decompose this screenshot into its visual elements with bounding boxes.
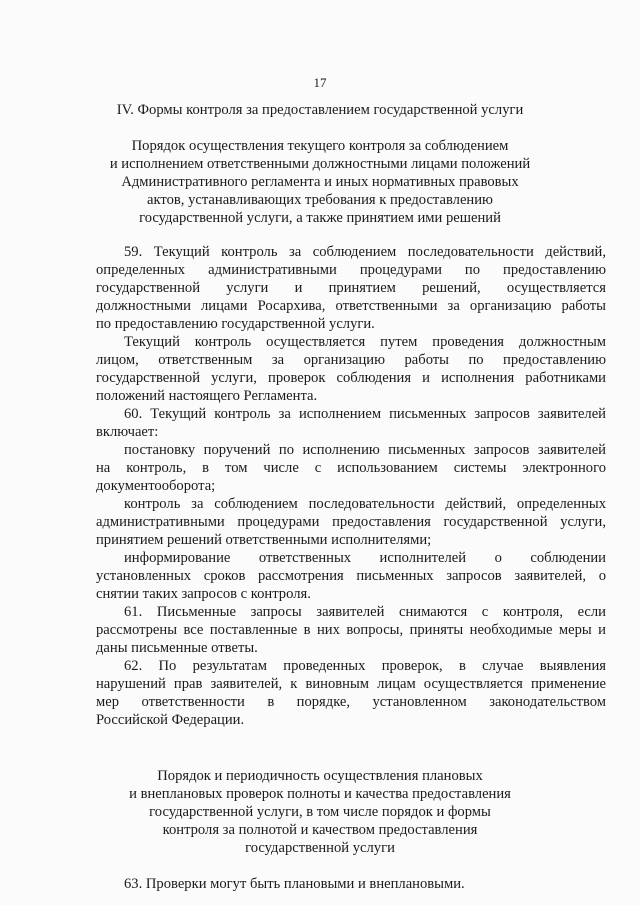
body-line: рассмотрены все поставленные в них вопросы, приняты необходимые меры и bbox=[96, 622, 606, 638]
body-line: государственной услуги, проверок соблюдения и исполнения работниками bbox=[96, 370, 606, 386]
subheading-line: государственной услуги bbox=[245, 840, 395, 856]
body-line: 63. Проверки могут быть плановыми и внеплановыми. bbox=[124, 876, 465, 892]
body-line: Российской Федерации. bbox=[96, 712, 245, 728]
body-line: контроль за соблюдением последовательности действий, определенных bbox=[124, 496, 606, 512]
body-line: мер ответственности в порядке, установленном законодательством bbox=[96, 694, 606, 710]
body-line: постановку поручений по исполнению письменных запросов заявителей bbox=[124, 442, 606, 458]
body-line: 61. Письменные запросы заявителей снимаются с контроля, если bbox=[124, 604, 606, 620]
subheading-line: и исполнением ответственными должностными лицами положений bbox=[109, 156, 531, 172]
body-line: снятии таких запросов с контроля. bbox=[96, 586, 311, 602]
body-line: Текущий контроль осуществляется путем проведения должностным bbox=[124, 334, 606, 350]
page-number: 17 bbox=[313, 75, 327, 90]
body-line: 60. Текущий контроль за исполнением письменных запросов заявителей bbox=[124, 406, 606, 422]
body-line: по предоставлению государственной услуги. bbox=[96, 316, 375, 332]
body-line: установленных сроков рассмотрения письменных запросов заявителей, о bbox=[96, 568, 606, 584]
body-line: нарушений прав заявителей, к виновным лицам осуществляется применение bbox=[96, 676, 606, 692]
body-line: лицом, ответственным за организацию работы по предоставлению bbox=[96, 352, 606, 368]
body-line: государственной услуги и принятием решений, осуществляется bbox=[96, 280, 606, 296]
body-line: 59. Текущий контроль за соблюдением последовательности действий, bbox=[124, 244, 606, 260]
body-line: даны письменные ответы. bbox=[96, 640, 258, 656]
subheading-line: Порядок и периодичность осуществления плановых bbox=[157, 768, 483, 784]
subheading-line: Порядок осуществления текущего контроля за соблюдением bbox=[131, 138, 509, 154]
subheading-line: контроля за полнотой и качеством предоставления bbox=[162, 822, 478, 838]
subheading-line: и внеплановых проверок полноты и качества предоставления bbox=[129, 786, 511, 802]
body-line: информирование ответственных исполнителей о соблюдении bbox=[124, 550, 606, 566]
body-line: принятием решений ответственными исполнителями; bbox=[96, 532, 432, 548]
body-line: на контроль, в том числе с использованием системы электронного bbox=[96, 460, 606, 476]
body-line: определенных административными процедурами по предоставлению bbox=[96, 262, 606, 278]
subheading-line: Административного регламента и иных нормативных правовых bbox=[121, 174, 519, 190]
subheading-line: актов, устанавливающих требования к предоставлению bbox=[147, 192, 493, 208]
subheading-line: государственной услуги, в том числе порядок и формы bbox=[149, 804, 491, 820]
body-line: включает: bbox=[96, 424, 159, 440]
body-line: административными процедурами предоставления государственной услуги, bbox=[96, 514, 606, 530]
body-line: 62. По результатам проведенных проверок, в случае выявления bbox=[124, 658, 606, 674]
body-line: должностными лицами Росархива, ответственными за организацию работы bbox=[96, 298, 606, 314]
body-line: положений настоящего Регламента. bbox=[96, 388, 318, 404]
subheading-line: государственной услуги, а также принятием ими решений bbox=[139, 210, 501, 226]
section-title: IV. Формы контроля за предоставлением государственной услуги bbox=[116, 102, 524, 118]
body-line: документооборота; bbox=[96, 478, 216, 494]
